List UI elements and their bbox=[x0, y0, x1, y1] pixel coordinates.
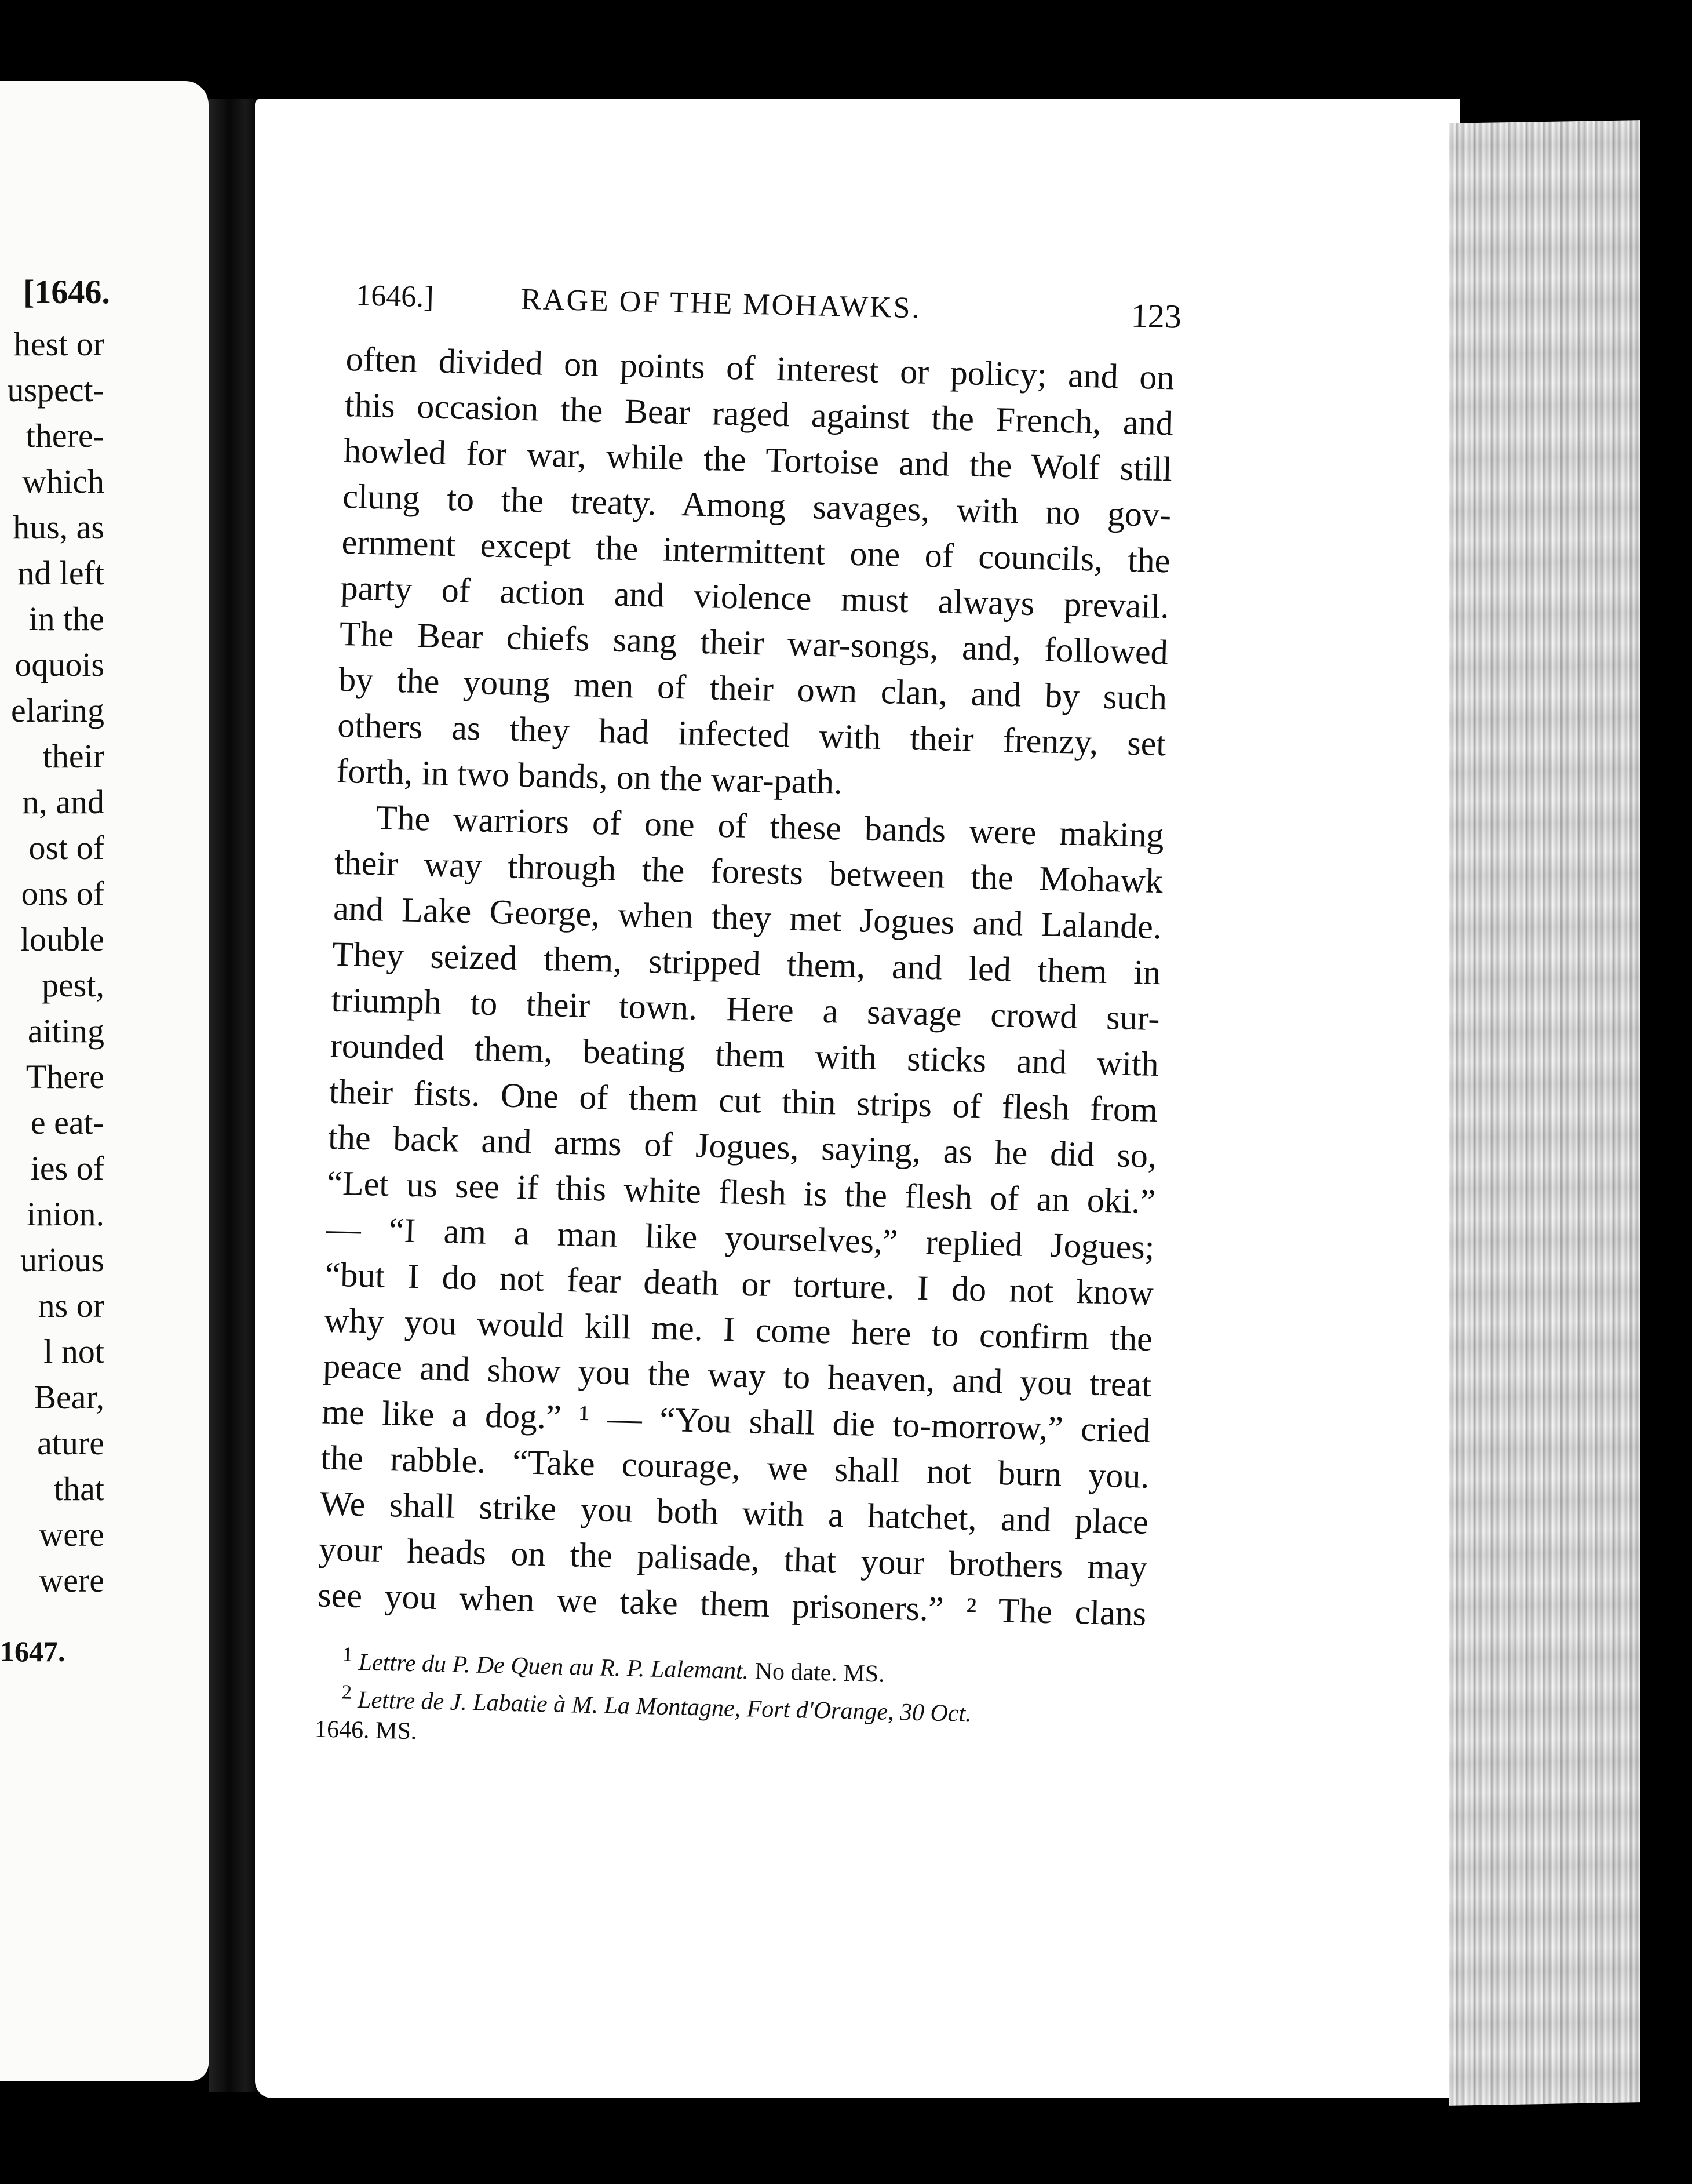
previous-page-line: aiting bbox=[27, 1012, 104, 1050]
previous-page-line: their bbox=[42, 737, 104, 775]
text-line: by the young men of their own clan, and by such bbox=[338, 660, 1168, 718]
previous-page-line: inion. bbox=[27, 1195, 104, 1233]
footnote-1-source: Lettre du P. De Quen au R. P. Lalemant. bbox=[358, 1649, 749, 1685]
previous-page bbox=[0, 81, 209, 2081]
previous-page-line: that bbox=[54, 1470, 104, 1508]
text-line: the rabble. “Take courage, we shall not burn you. bbox=[320, 1438, 1150, 1495]
page-content bbox=[314, 278, 1182, 1763]
text-line: see you when we take them prisoners.” ² The clans bbox=[317, 1575, 1147, 1633]
footnote-2-continuation: 1646. MS. bbox=[314, 1716, 417, 1745]
previous-page-line: uspect- bbox=[7, 371, 104, 409]
text-line: party of action and violence must always prevail. bbox=[340, 568, 1170, 626]
text-line: often divided on points of interest or policy; and on bbox=[345, 339, 1175, 397]
previous-page-line: nd left bbox=[17, 554, 104, 592]
header-year: 1646.] bbox=[355, 279, 435, 314]
text-line: The Bear chiefs sang their war-songs, and, followed bbox=[339, 614, 1169, 672]
previous-page-line: ature bbox=[37, 1424, 104, 1462]
previous-page-line: ons of bbox=[21, 875, 104, 912]
previous-page-footer: 1647. bbox=[0, 1635, 65, 1668]
text-line: and Lake George, when they met Jogues and Lalande. bbox=[333, 889, 1162, 947]
text-line: their way through the forests between the Mohawk bbox=[334, 843, 1164, 901]
footnote-2-source: Lettre de J. Labatie à M. La Montagne, Fort d'Orange, 30 Oct. bbox=[357, 1687, 972, 1728]
previous-page-line: in the bbox=[28, 600, 104, 638]
text-line: — “I am a man like yourselves,” replied Jogues; bbox=[326, 1209, 1155, 1267]
previous-page-line: urious bbox=[20, 1241, 104, 1279]
text-line: the back and arms of Jogues, saying, as he did so, bbox=[327, 1118, 1157, 1175]
text-line: They seized them, stripped them, and led them in bbox=[331, 934, 1161, 992]
previous-page-line: were bbox=[39, 1516, 104, 1553]
footnote-1: $^1$ Lettre du P. De Quen au R. P. Lalemant. No date. MS. bbox=[342, 1643, 885, 1688]
previous-page-line: which bbox=[22, 463, 104, 500]
previous-page-line: oquois bbox=[14, 646, 104, 683]
book-gutter bbox=[209, 99, 261, 2092]
text-line: We shall strike you both with a hatchet, and place bbox=[319, 1484, 1149, 1541]
body-text bbox=[318, 336, 1175, 1637]
text-line: their fists. One of them cut thin strips of flesh from bbox=[329, 1072, 1158, 1130]
previous-page-line: n, and bbox=[22, 783, 104, 821]
text-line: peace and show you the way to heaven, and you treat bbox=[322, 1346, 1152, 1404]
previous-page-line: ies of bbox=[30, 1149, 104, 1187]
previous-page-line: Bear, bbox=[34, 1378, 104, 1416]
text-line: forth, in two bands, on the war-path. bbox=[336, 751, 843, 802]
page-number: 123 bbox=[1131, 296, 1182, 336]
footnote-2: $^2$ Lettre de J. Labatie à M. La Montagne, Fort d'Orange, 30 Oct. bbox=[341, 1680, 972, 1728]
previous-page-line: ost of bbox=[28, 829, 104, 867]
previous-page-line: l not bbox=[43, 1333, 104, 1370]
text-line: clung to the treaty. Among savages, with no gov- bbox=[342, 476, 1172, 534]
footnote-1-note: No date. MS. bbox=[754, 1658, 885, 1688]
previous-page-line: hus, as bbox=[13, 508, 104, 546]
previous-page-line: elaring bbox=[10, 691, 104, 729]
previous-page-line: were bbox=[39, 1561, 104, 1599]
previous-page-line: ns or bbox=[38, 1287, 104, 1324]
text-line: “Let us see if this white flesh is the flesh of an oki.” bbox=[326, 1163, 1156, 1221]
previous-page-header: [1646. bbox=[23, 273, 110, 311]
text-line: me like a dog.” ¹ — “You shall die to-morrow,” cried bbox=[321, 1392, 1151, 1450]
text-line: The warriors of one of these bands were making bbox=[375, 798, 1165, 855]
previous-page-line: e eat- bbox=[30, 1104, 104, 1141]
footnotes bbox=[315, 1639, 1146, 1763]
previous-page-line: pest, bbox=[42, 966, 104, 1004]
text-line: this occasion the Bear raged against the French, and bbox=[344, 385, 1174, 443]
text-line: ernment except the intermittent one of councils, the bbox=[341, 522, 1171, 580]
text-line: triumph to their town. Here a savage crowd sur- bbox=[331, 980, 1161, 1038]
previous-page-line: there- bbox=[25, 417, 104, 454]
previous-page-line: hest or bbox=[13, 325, 104, 363]
previous-page-line: There bbox=[25, 1058, 104, 1095]
text-line: your heads on the palisade, that your brothers may bbox=[318, 1530, 1148, 1587]
text-line: howled for war, while the Tortoise and the Wolf still bbox=[343, 431, 1173, 489]
text-line: rounded them, beating them with sticks and with bbox=[330, 1026, 1159, 1084]
text-line: why you would kill me. I come here to confirm the bbox=[323, 1301, 1153, 1358]
text-line: others as they had infected with their frenzy, set bbox=[337, 705, 1166, 763]
page-edges bbox=[1449, 120, 1640, 2106]
running-title: RAGE OF THE MOHAWKS. bbox=[520, 282, 922, 325]
text-line: “but I do not fear death or torture. I do not know bbox=[324, 1255, 1154, 1312]
previous-page-line: louble bbox=[20, 920, 104, 958]
